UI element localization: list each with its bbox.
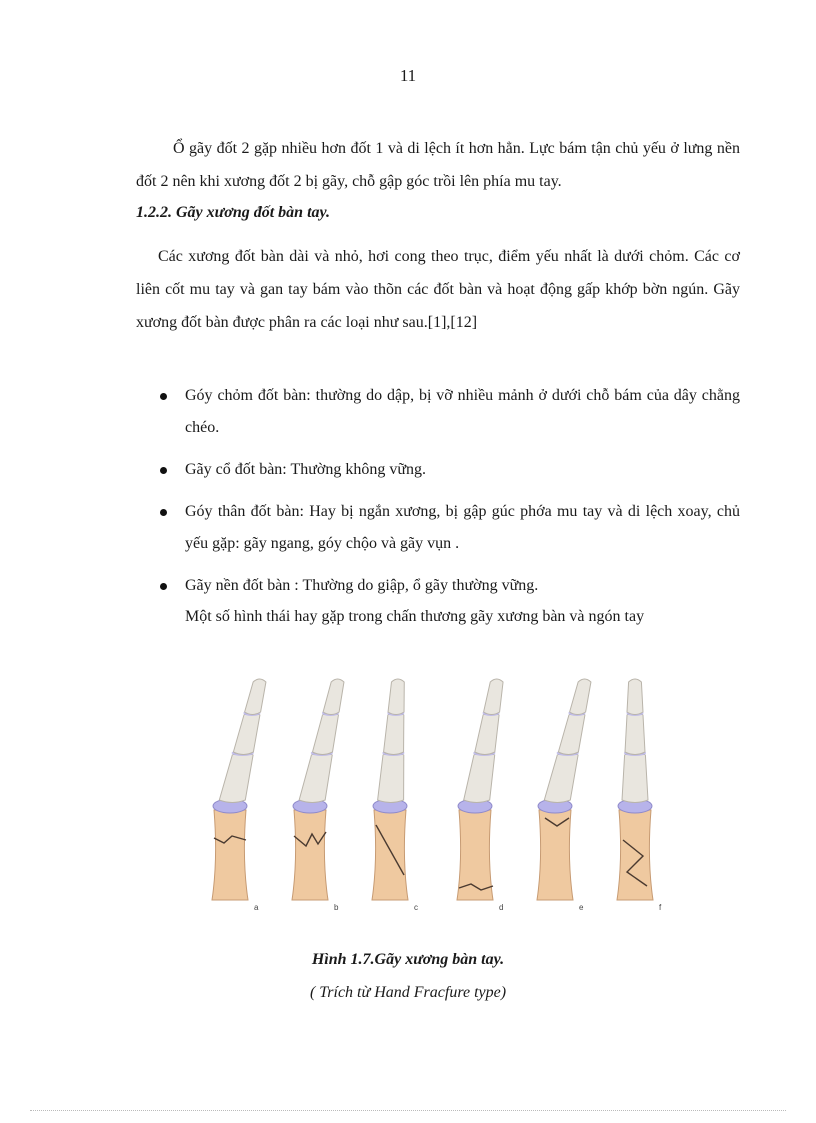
panel-label: e	[579, 903, 584, 912]
phalanx-bone	[384, 712, 404, 755]
page-number: 11	[399, 66, 417, 85]
figure-source: ( Trích từ Hand Fracfure type)	[309, 984, 507, 1001]
phalanx-bone	[570, 679, 591, 715]
bullet-icon	[160, 583, 167, 590]
metacarpal-bone	[537, 810, 573, 900]
list-item	[160, 380, 740, 444]
phalanx-bone	[625, 712, 645, 755]
list-item	[160, 454, 740, 486]
phalanx-bone	[388, 679, 404, 715]
section-heading: 1.2.2. Gãy xương đốt bàn tay.	[136, 204, 331, 221]
metacarpal-bone	[617, 810, 653, 900]
metacarpal-bone	[292, 810, 328, 900]
phalanx-bone	[312, 712, 338, 755]
phalanx-bone	[245, 679, 266, 715]
phalanx-bone	[219, 752, 253, 803]
panel-label: b	[334, 903, 339, 912]
phalanx-bone	[558, 712, 585, 755]
list-item	[160, 496, 740, 560]
paragraph-metacarpal-intro: Các xương đốt bàn dài và nhỏ, hơi cong theo trục, điểm yếu nhất là dưới chỏm. Các cơ liên cốt mu tay và gan tay bám vào thõn các đốt bàn và hoạt động gấp khớp bờn ngún. Gãy xương đốt bàn được phân ra các loại như sau.[1],[12]	[136, 248, 740, 331]
phalanx-bone	[475, 712, 499, 755]
finger-illustration	[617, 679, 662, 912]
paragraph-phalanx-fracture: Ổ gãy đốt 2 gặp nhiều hơn đốt 1 và di lệch ít hơn hẳn. Lực bám tận chủ yếu ở lưng nền đốt 2 nên khi xương đốt 2 bị gãy, chỗ gập góc trồi lên phía mu tay.	[136, 140, 740, 190]
list-item-text: Góy chỏm đốt bàn: thường do dập, bị vỡ nhiều mảnh ở dưới chỗ bám của dây chằng chéo.	[185, 387, 740, 436]
list-item-text: Góy thân đốt bàn: Hay bị ngắn xương, bị gập gúc phớa mu tay và di lệch xoay, chủ yếu gặp: gãy ngang, góy chộo và gãy vụn .	[185, 503, 740, 552]
panel-label: c	[414, 903, 418, 912]
finger-illustration	[537, 679, 591, 912]
phalanx-bone	[464, 752, 495, 803]
list-item-text: Gãy nền đốt bàn : Thường do giập, ổ gãy thường vững.	[185, 577, 539, 594]
bullet-icon	[160, 393, 167, 400]
fracture-type-list	[160, 380, 740, 612]
finger-illustration	[212, 679, 266, 912]
hand-fracture-figure	[190, 660, 690, 920]
bullet-icon	[160, 467, 167, 474]
panel-label: d	[499, 903, 504, 912]
finger-illustration	[457, 679, 503, 912]
finger-illustration	[292, 679, 344, 912]
figure-caption: Hình 1.7.Gãy xương bàn tay.	[311, 951, 505, 968]
phalanx-bone	[323, 679, 344, 715]
metacarpal-bone	[212, 810, 248, 900]
list-item-text: Gãy cổ đốt bàn: Thường không vững.	[185, 461, 427, 478]
list-item	[160, 570, 740, 602]
phalanx-bone	[233, 712, 260, 755]
figure-intro-line: Một số hình thái hay gặp trong chấn thương gãy xương bàn và ngón tay	[185, 608, 645, 625]
panel-label: f	[659, 903, 662, 912]
phalanx-bone	[544, 752, 578, 803]
phalanx-bone	[299, 752, 332, 803]
metacarpal-bone	[372, 810, 408, 900]
phalanx-bone	[622, 752, 648, 803]
finger-illustration	[372, 679, 418, 912]
page-footer-rule	[30, 1110, 786, 1111]
bullet-icon	[160, 509, 167, 516]
phalanx-bone	[378, 752, 404, 803]
panel-label: a	[254, 903, 259, 912]
phalanx-bone	[484, 679, 503, 715]
phalanx-bone	[627, 679, 643, 715]
